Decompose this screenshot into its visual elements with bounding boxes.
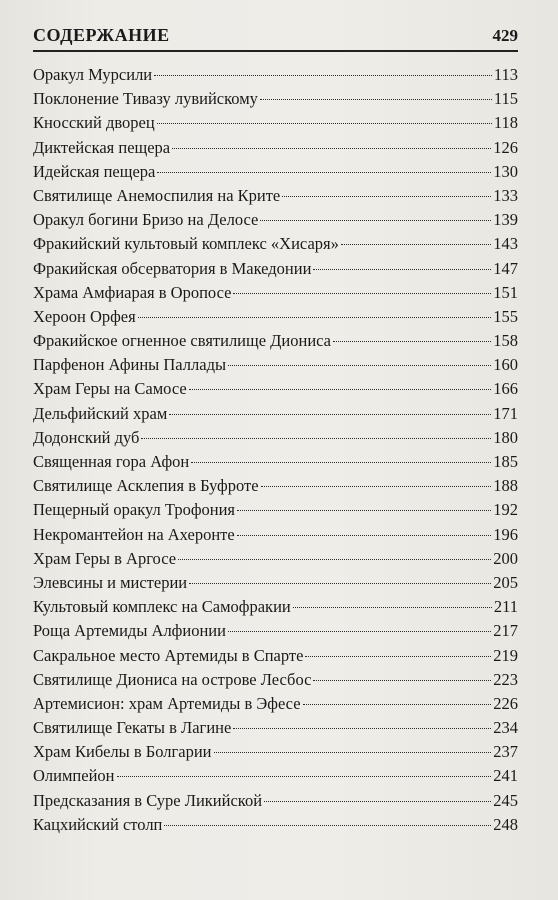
toc-entry-title: Роща Артемиды Алфионии bbox=[33, 621, 226, 641]
toc-entry-title: Фракийский культовый комплекс «Хисаря» bbox=[33, 234, 339, 254]
toc-entry-title: Святилище Диониса на острове Лесбос bbox=[33, 669, 312, 689]
dot-leader bbox=[154, 75, 492, 76]
dot-leader bbox=[138, 317, 492, 318]
toc-entry-page: 180 bbox=[493, 427, 518, 447]
toc-entry-page: 237 bbox=[493, 742, 518, 762]
dot-leader bbox=[178, 559, 491, 560]
toc-entry bbox=[33, 257, 518, 281]
toc-entry-title: Сакральное место Артемиды в Спарте bbox=[33, 645, 304, 665]
toc-entry-page: 196 bbox=[493, 524, 518, 544]
dot-leader bbox=[303, 704, 492, 705]
toc-entry-page: 126 bbox=[493, 137, 518, 157]
dot-leader bbox=[237, 510, 491, 511]
toc-entry-page: 185 bbox=[493, 452, 518, 471]
toc-entry bbox=[33, 547, 518, 571]
toc-entry-page: 223 bbox=[493, 669, 518, 689]
toc-entry-page: 200 bbox=[493, 548, 518, 568]
dot-leader bbox=[341, 244, 491, 245]
dot-leader bbox=[169, 414, 491, 415]
dot-leader bbox=[191, 462, 491, 463]
toc-entry-page: 166 bbox=[493, 379, 518, 399]
toc-entry bbox=[33, 111, 518, 135]
toc-entry-page: 147 bbox=[493, 258, 518, 278]
toc-entry-title: Некромантейон на Ахеронте bbox=[33, 524, 235, 544]
toc-entry-page: 241 bbox=[493, 766, 518, 786]
toc-entry-title: Храм Геры на Самосе bbox=[33, 379, 187, 399]
dot-leader bbox=[164, 825, 491, 826]
table-of-contents bbox=[33, 63, 518, 837]
toc-entry-title: Храм Кибелы в Болгарии bbox=[33, 742, 212, 762]
dot-leader bbox=[260, 220, 491, 221]
toc-entry bbox=[33, 523, 518, 547]
dot-leader bbox=[305, 656, 491, 657]
dot-leader bbox=[313, 680, 491, 681]
toc-entry bbox=[33, 571, 518, 595]
toc-entry-page: 130 bbox=[493, 161, 518, 181]
toc-entry-page: 143 bbox=[493, 234, 518, 254]
toc-entry-page: 211 bbox=[493, 597, 518, 617]
dot-leader bbox=[117, 776, 492, 777]
toc-entry-title: Святилище Гекаты в Лагине bbox=[33, 718, 232, 738]
toc-entry-title: Пещерный оракул Трофония bbox=[33, 500, 236, 520]
toc-entry-page: 248 bbox=[493, 814, 518, 834]
toc-entry-title: Культовый комплекс на Самофракии bbox=[33, 597, 291, 617]
toc-entry bbox=[33, 474, 518, 498]
toc-entry-title: Храма Амфиарая в Оропосе bbox=[33, 282, 232, 302]
toc-entry bbox=[33, 63, 518, 87]
toc-entry bbox=[33, 232, 518, 256]
dot-leader bbox=[157, 123, 492, 124]
toc-entry bbox=[33, 208, 518, 232]
toc-entry-page: 133 bbox=[493, 185, 518, 205]
header-title: СОДЕРЖАНИЕ bbox=[33, 25, 170, 45]
dot-leader bbox=[293, 607, 492, 608]
toc-entry bbox=[33, 184, 518, 208]
toc-entry-page: 160 bbox=[493, 355, 518, 375]
dot-leader bbox=[141, 438, 491, 439]
toc-entry bbox=[33, 426, 518, 450]
toc-entry-title: Олимпейон bbox=[33, 766, 115, 786]
toc-entry bbox=[33, 789, 518, 813]
toc-entry bbox=[33, 450, 518, 474]
dot-leader bbox=[157, 172, 491, 173]
toc-entry bbox=[33, 668, 518, 692]
toc-entry-page: 139 bbox=[493, 210, 518, 230]
running-header bbox=[33, 20, 518, 52]
toc-entry-page: 171 bbox=[493, 403, 518, 423]
dot-leader bbox=[233, 293, 491, 294]
toc-entry-title: Предсказания в Суре Ликийской bbox=[33, 790, 263, 810]
toc-entry-page: 234 bbox=[493, 718, 518, 738]
dot-leader bbox=[189, 583, 491, 584]
dot-leader bbox=[333, 341, 491, 342]
dot-leader bbox=[261, 486, 492, 487]
toc-entry-title: Оракул богини Бризо на Делосе bbox=[33, 210, 259, 230]
toc-entry-title: Идейская пещера bbox=[33, 161, 156, 181]
toc-entry bbox=[33, 136, 518, 160]
toc-entry-page: 219 bbox=[493, 645, 518, 665]
dot-leader bbox=[172, 148, 491, 149]
toc-entry-title: Святилище Анемоспилия на Крите bbox=[33, 185, 281, 205]
toc-entry-title: Диктейская пещера bbox=[33, 137, 171, 157]
toc-entry-title: Святилище Асклепия в Буфроте bbox=[33, 476, 259, 496]
toc-entry-page: 205 bbox=[493, 572, 518, 592]
toc-entry bbox=[33, 619, 518, 643]
dot-leader bbox=[313, 269, 491, 270]
dot-leader bbox=[237, 535, 492, 536]
toc-entry-page: 158 bbox=[493, 331, 518, 351]
toc-entry bbox=[33, 329, 518, 353]
dot-leader bbox=[233, 728, 491, 729]
toc-entry bbox=[33, 87, 518, 111]
toc-entry bbox=[33, 764, 518, 788]
toc-entry-title: Додонский дуб bbox=[33, 427, 140, 447]
toc-entry bbox=[33, 160, 518, 184]
toc-entry-title: Храм Геры в Аргосе bbox=[33, 548, 177, 568]
toc-entry-page: 155 bbox=[493, 306, 518, 326]
toc-entry-title: Кносский дворец bbox=[33, 113, 155, 133]
dot-leader bbox=[189, 389, 492, 390]
toc-entry bbox=[33, 281, 518, 305]
dot-leader bbox=[228, 365, 491, 366]
dot-leader bbox=[228, 631, 491, 632]
toc-entry bbox=[33, 813, 518, 837]
dot-leader bbox=[282, 196, 491, 197]
toc-entry bbox=[33, 595, 518, 619]
toc-entry-title: Священная гора Афон bbox=[33, 452, 190, 471]
toc-entry-title: Поклонение Тивазу лувийскому bbox=[33, 89, 258, 109]
dot-leader bbox=[260, 99, 492, 100]
toc-entry-page: 151 bbox=[493, 282, 518, 302]
toc-entry-title: Артемисион: храм Артемиды в Эфесе bbox=[33, 693, 301, 713]
toc-entry-page: 115 bbox=[493, 89, 518, 109]
toc-entry-page: 245 bbox=[493, 790, 518, 810]
toc-entry bbox=[33, 305, 518, 329]
toc-entry bbox=[33, 716, 518, 740]
toc-entry bbox=[33, 740, 518, 764]
toc-entry-page: 118 bbox=[493, 113, 518, 133]
toc-entry-title: Оракул Мурсили bbox=[33, 65, 153, 84]
toc-entry-title: Кацхийский столп bbox=[33, 814, 163, 834]
toc-entry bbox=[33, 692, 518, 716]
toc-entry-title: Фракийское огненное святилище Диониса bbox=[33, 331, 332, 351]
toc-entry-title: Фракийская обсерватория в Македонии bbox=[33, 258, 312, 278]
toc-entry bbox=[33, 644, 518, 668]
toc-entry-page: 192 bbox=[493, 500, 518, 520]
dot-leader bbox=[264, 801, 491, 802]
header-page-number: 429 bbox=[492, 26, 518, 45]
toc-entry-page: 226 bbox=[493, 693, 518, 713]
toc-entry-title: Дельфийский храм bbox=[33, 403, 168, 423]
dot-leader bbox=[214, 752, 492, 753]
toc-entry bbox=[33, 353, 518, 377]
toc-entry bbox=[33, 402, 518, 426]
toc-entry-title: Хероон Орфея bbox=[33, 306, 136, 326]
toc-entry-title: Парфенон Афины Паллады bbox=[33, 355, 227, 375]
toc-entry-title: Элевсины и мистерии bbox=[33, 572, 188, 592]
toc-entry bbox=[33, 498, 518, 522]
toc-entry bbox=[33, 377, 518, 401]
toc-entry-page: 217 bbox=[493, 621, 518, 641]
toc-entry-page: 113 bbox=[493, 65, 518, 84]
toc-entry-page: 188 bbox=[493, 476, 518, 496]
